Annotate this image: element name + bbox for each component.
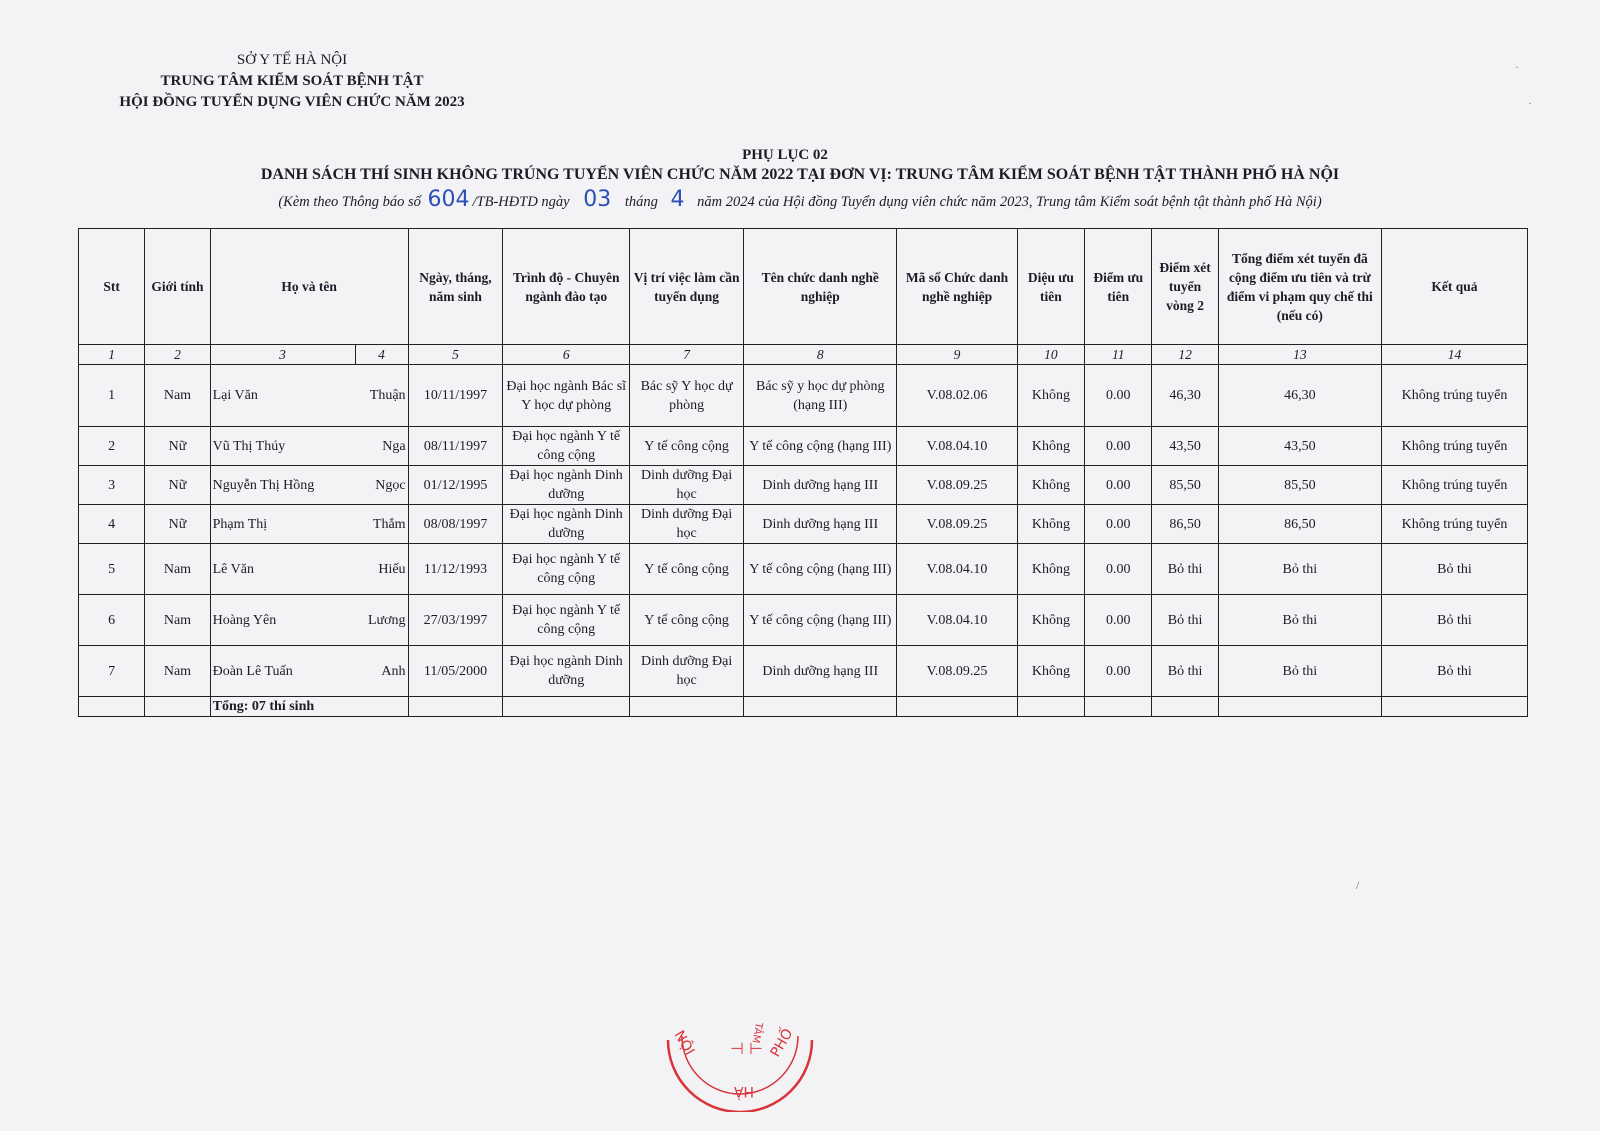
- cell-education: Đại học ngành Dinh dưỡng: [503, 646, 630, 697]
- col-number: 10: [1017, 345, 1084, 365]
- candidates-table: [78, 228, 1528, 717]
- seal-text-right: PHỐ: [767, 1026, 797, 1060]
- cell-result: Không trúng tuyển: [1381, 505, 1527, 544]
- cell-education: Đại học ngành Y tế công cộng: [503, 544, 630, 595]
- cell-title: Bác sỹ y học dự phòng (hạng III): [744, 365, 897, 427]
- table-row: [79, 544, 1528, 595]
- cell-education: Đại học ngành Dinh dưỡng: [503, 505, 630, 544]
- cell-total-score: 85,50: [1218, 466, 1381, 505]
- cell-result: Bỏ thi: [1381, 595, 1527, 646]
- seal-text-left: NỘI: [670, 1028, 698, 1059]
- header-stt: Stt: [79, 229, 145, 345]
- cell-first-name: Nguyễn Thị Hồng: [210, 466, 355, 505]
- cell-position: Y tế công cộng: [629, 544, 743, 595]
- cell-last-name: Thuận: [355, 365, 408, 427]
- header-priority-points: Điểm ưu tiên: [1085, 229, 1152, 345]
- cell-title: Dinh dưỡng hạng III: [744, 646, 897, 697]
- col-number: 9: [897, 345, 1017, 365]
- col-number: 8: [744, 345, 897, 365]
- cell-result: Không trúng tuyển: [1381, 427, 1527, 466]
- col-number: 3: [210, 345, 355, 365]
- red-seal-stamp: [660, 1012, 820, 1112]
- header-title: Tên chức danh nghề nghiệp: [744, 229, 897, 345]
- cell-position: Bác sỹ Y học dự phòng: [629, 365, 743, 427]
- document-subtitle: (Kèm theo Thông báo số 604 /TB-HĐTD ngày 03 tháng 4 năm 2024 của Hội đồng Tuyển dụng viên chức năm 2023, Trung tâm Kiểm soát bệnh tật thành phố Hà Nội): [278, 187, 1322, 212]
- total-row: [79, 697, 1528, 717]
- cell-priority-points: 0.00: [1085, 427, 1152, 466]
- header-code: Mã số Chức danh nghề nghiệp: [897, 229, 1017, 345]
- cell-priority-points: 0.00: [1085, 505, 1152, 544]
- cell-round2-score: 86,50: [1152, 505, 1218, 544]
- cell-total-score: Bỏ thi: [1218, 595, 1381, 646]
- total-empty-cell: [1085, 697, 1152, 717]
- table-row: [79, 595, 1528, 646]
- header-position: Vị trí việc làm cần tuyển dụng: [629, 229, 743, 345]
- cell-position: Y tế công cộng: [629, 427, 743, 466]
- cell-round2-score: Bỏ thi: [1152, 595, 1218, 646]
- table-row: [79, 466, 1528, 505]
- cell-first-name: Lại Văn: [210, 365, 355, 427]
- cell-gender: Nam: [145, 544, 210, 595]
- cell-dob: 11/05/2000: [408, 646, 503, 697]
- cell-dob: 01/12/1995: [408, 466, 503, 505]
- total-empty-cell: [79, 697, 145, 717]
- total-empty-cell: [408, 697, 503, 717]
- column-number-row: [79, 345, 1528, 365]
- cell-stt: 1: [79, 365, 145, 427]
- issuing-organization: [92, 50, 492, 113]
- cell-total-score: Bỏ thi: [1218, 544, 1381, 595]
- cell-gender: Nữ: [145, 505, 210, 544]
- col-number: 14: [1381, 345, 1527, 365]
- table-row: [79, 365, 1528, 427]
- cell-priority-condition: Không: [1017, 466, 1084, 505]
- header-dob: Ngày, tháng, năm sinh: [408, 229, 503, 345]
- cell-education: Đại học ngành Dinh dưỡng: [503, 466, 630, 505]
- cell-stt: 5: [79, 544, 145, 595]
- total-empty-cell: [503, 697, 630, 717]
- cell-stt: 3: [79, 466, 145, 505]
- handwritten-doc-number: 604: [427, 187, 470, 212]
- header-result: Kết quả: [1381, 229, 1527, 345]
- council-name: HỘI ĐỒNG TUYỂN DỤNG VIÊN CHỨC NĂM 2023: [119, 94, 465, 110]
- header-gender: Giới tính: [145, 229, 210, 345]
- center-name: TRUNG TÂM KIỂM SOÁT BỆNH TẬT: [160, 73, 424, 89]
- cell-first-name: Hoàng Yên: [210, 595, 355, 646]
- cell-round2-score: 43,50: [1152, 427, 1218, 466]
- total-empty-cell: [1381, 697, 1527, 717]
- header-round2-score: Điểm xét tuyển vòng 2: [1152, 229, 1218, 345]
- cell-gender: Nam: [145, 365, 210, 427]
- header-education: Trình độ - Chuyên ngành đào tạo: [503, 229, 630, 345]
- department-name: SỞ Y TẾ HÀ NỘI: [236, 52, 348, 68]
- cell-result: Bỏ thi: [1381, 544, 1527, 595]
- cell-title: Dinh dưỡng hạng III: [744, 466, 897, 505]
- cell-stt: 4: [79, 505, 145, 544]
- cell-education: Đại học ngành Y tế công cộng: [503, 595, 630, 646]
- cell-priority-points: 0.00: [1085, 365, 1152, 427]
- cell-last-name: Lương: [355, 595, 408, 646]
- col-number: 6: [503, 345, 630, 365]
- cell-code: V.08.09.25: [897, 646, 1017, 697]
- total-empty-cell: [1152, 697, 1218, 717]
- cell-gender: Nữ: [145, 427, 210, 466]
- cell-dob: 10/11/1997: [408, 365, 503, 427]
- table-row: [79, 646, 1528, 697]
- total-empty-cell: [145, 697, 210, 717]
- cell-dob: 08/08/1997: [408, 505, 503, 544]
- col-number: 11: [1085, 345, 1152, 365]
- cell-priority-points: 0.00: [1085, 466, 1152, 505]
- cell-last-name: Ngọc: [355, 466, 408, 505]
- cell-position: Dinh dưỡng Đại học: [629, 646, 743, 697]
- table-row: [79, 427, 1528, 466]
- cell-code: V.08.09.25: [897, 466, 1017, 505]
- seal-star-mark: ⊣ ⊢: [730, 1039, 763, 1058]
- cell-education: Đại học ngành Y tế công cộng: [503, 427, 630, 466]
- cell-result: Bỏ thi: [1381, 646, 1527, 697]
- cell-dob: 27/03/1997: [408, 595, 503, 646]
- cell-stt: 6: [79, 595, 145, 646]
- cell-priority-points: 0.00: [1085, 646, 1152, 697]
- col-number: 1: [79, 345, 145, 365]
- document-title: DANH SÁCH THÍ SINH KHÔNG TRÚNG TUYỂN VIÊN CHỨC NĂM 2022 TẠI ĐƠN VỊ: TRUNG TÂM KIỂM SOÁT BỆNH TẬT THÀNH PHỐ HÀ NỘI: [260, 166, 1340, 183]
- cell-title: Y tế công cộng (hạng III): [744, 427, 897, 466]
- cell-priority-condition: Không: [1017, 646, 1084, 697]
- cell-total-score: 43,50: [1218, 427, 1381, 466]
- col-number: 12: [1152, 345, 1218, 365]
- cell-first-name: Lê Văn: [210, 544, 355, 595]
- cell-last-name: Hiếu: [355, 544, 408, 595]
- scan-speck: ·: [1528, 96, 1532, 110]
- cell-position: Dinh dưỡng Đại học: [629, 466, 743, 505]
- cell-stt: 7: [79, 646, 145, 697]
- total-label: Tổng: 07 thí sinh: [210, 697, 408, 717]
- cell-gender: Nam: [145, 595, 210, 646]
- cell-total-score: Bỏ thi: [1218, 646, 1381, 697]
- cell-priority-condition: Không: [1017, 595, 1084, 646]
- cell-round2-score: 85,50: [1152, 466, 1218, 505]
- cell-priority-condition: Không: [1017, 544, 1084, 595]
- cell-title: Y tế công cộng (hạng III): [744, 595, 897, 646]
- cell-position: Dinh dưỡng Đại học: [629, 505, 743, 544]
- cell-result: Không trúng tuyển: [1381, 466, 1527, 505]
- cell-code: V.08.02.06: [897, 365, 1017, 427]
- col-number: 4: [355, 345, 408, 365]
- annex-label: PHỤ LỤC 02: [742, 147, 828, 163]
- cell-round2-score: Bỏ thi: [1152, 544, 1218, 595]
- cell-priority-condition: Không: [1017, 505, 1084, 544]
- header-name: Họ và tên: [210, 229, 408, 345]
- cell-title: Y tế công cộng (hạng III): [744, 544, 897, 595]
- cell-position: Y tế công cộng: [629, 595, 743, 646]
- cell-gender: Nam: [145, 646, 210, 697]
- col-number: 5: [408, 345, 503, 365]
- cell-result: Không trúng tuyển: [1381, 365, 1527, 427]
- cell-gender: Nữ: [145, 466, 210, 505]
- total-empty-cell: [744, 697, 897, 717]
- cell-education: Đại học ngành Bác sĩ Y học dự phòng: [503, 365, 630, 427]
- cell-first-name: Phạm Thị: [210, 505, 355, 544]
- cell-priority-points: 0.00: [1085, 595, 1152, 646]
- scan-speck: ·: [1515, 60, 1519, 74]
- col-number: 13: [1218, 345, 1381, 365]
- table-header-row: [79, 229, 1528, 345]
- total-empty-cell: [897, 697, 1017, 717]
- handwritten-day: 03: [583, 187, 612, 212]
- total-empty-cell: [1017, 697, 1084, 717]
- cell-stt: 2: [79, 427, 145, 466]
- col-number: 2: [145, 345, 210, 365]
- cell-last-name: Thắm: [355, 505, 408, 544]
- cell-code: V.08.04.10: [897, 544, 1017, 595]
- cell-priority-condition: Không: [1017, 427, 1084, 466]
- total-empty-cell: [1218, 697, 1381, 717]
- cell-total-score: 86,50: [1218, 505, 1381, 544]
- cell-dob: 08/11/1997: [408, 427, 503, 466]
- cell-dob: 11/12/1993: [408, 544, 503, 595]
- col-number: 7: [629, 345, 743, 365]
- table-row: [79, 505, 1528, 544]
- cell-round2-score: Bỏ thi: [1152, 646, 1218, 697]
- cell-first-name: Vũ Thị Thúy: [210, 427, 355, 466]
- cell-last-name: Nga: [355, 427, 408, 466]
- total-empty-cell: [629, 697, 743, 717]
- header-priority-condition: Diệu ưu tiên: [1017, 229, 1084, 345]
- seal-text-bottom: HÀ: [733, 1083, 754, 1099]
- handwritten-month: 4: [670, 187, 685, 212]
- cell-code: V.08.04.10: [897, 427, 1017, 466]
- cell-code: V.08.04.10: [897, 595, 1017, 646]
- cell-title: Dinh dưỡng hạng III: [744, 505, 897, 544]
- cell-total-score: 46,30: [1218, 365, 1381, 427]
- seal-text-top: TÂM: [749, 1021, 764, 1044]
- cell-code: V.08.09.25: [897, 505, 1017, 544]
- cell-last-name: Anh: [355, 646, 408, 697]
- header-total-score: Tổng điểm xét tuyển đã cộng điểm ưu tiên và trừ điểm vi phạm quy chế thi (nếu có): [1218, 229, 1381, 345]
- cell-priority-condition: Không: [1017, 365, 1084, 427]
- scan-speck: /: [1356, 878, 1360, 892]
- cell-first-name: Đoàn Lê Tuấn: [210, 646, 355, 697]
- cell-round2-score: 46,30: [1152, 365, 1218, 427]
- cell-priority-points: 0.00: [1085, 544, 1152, 595]
